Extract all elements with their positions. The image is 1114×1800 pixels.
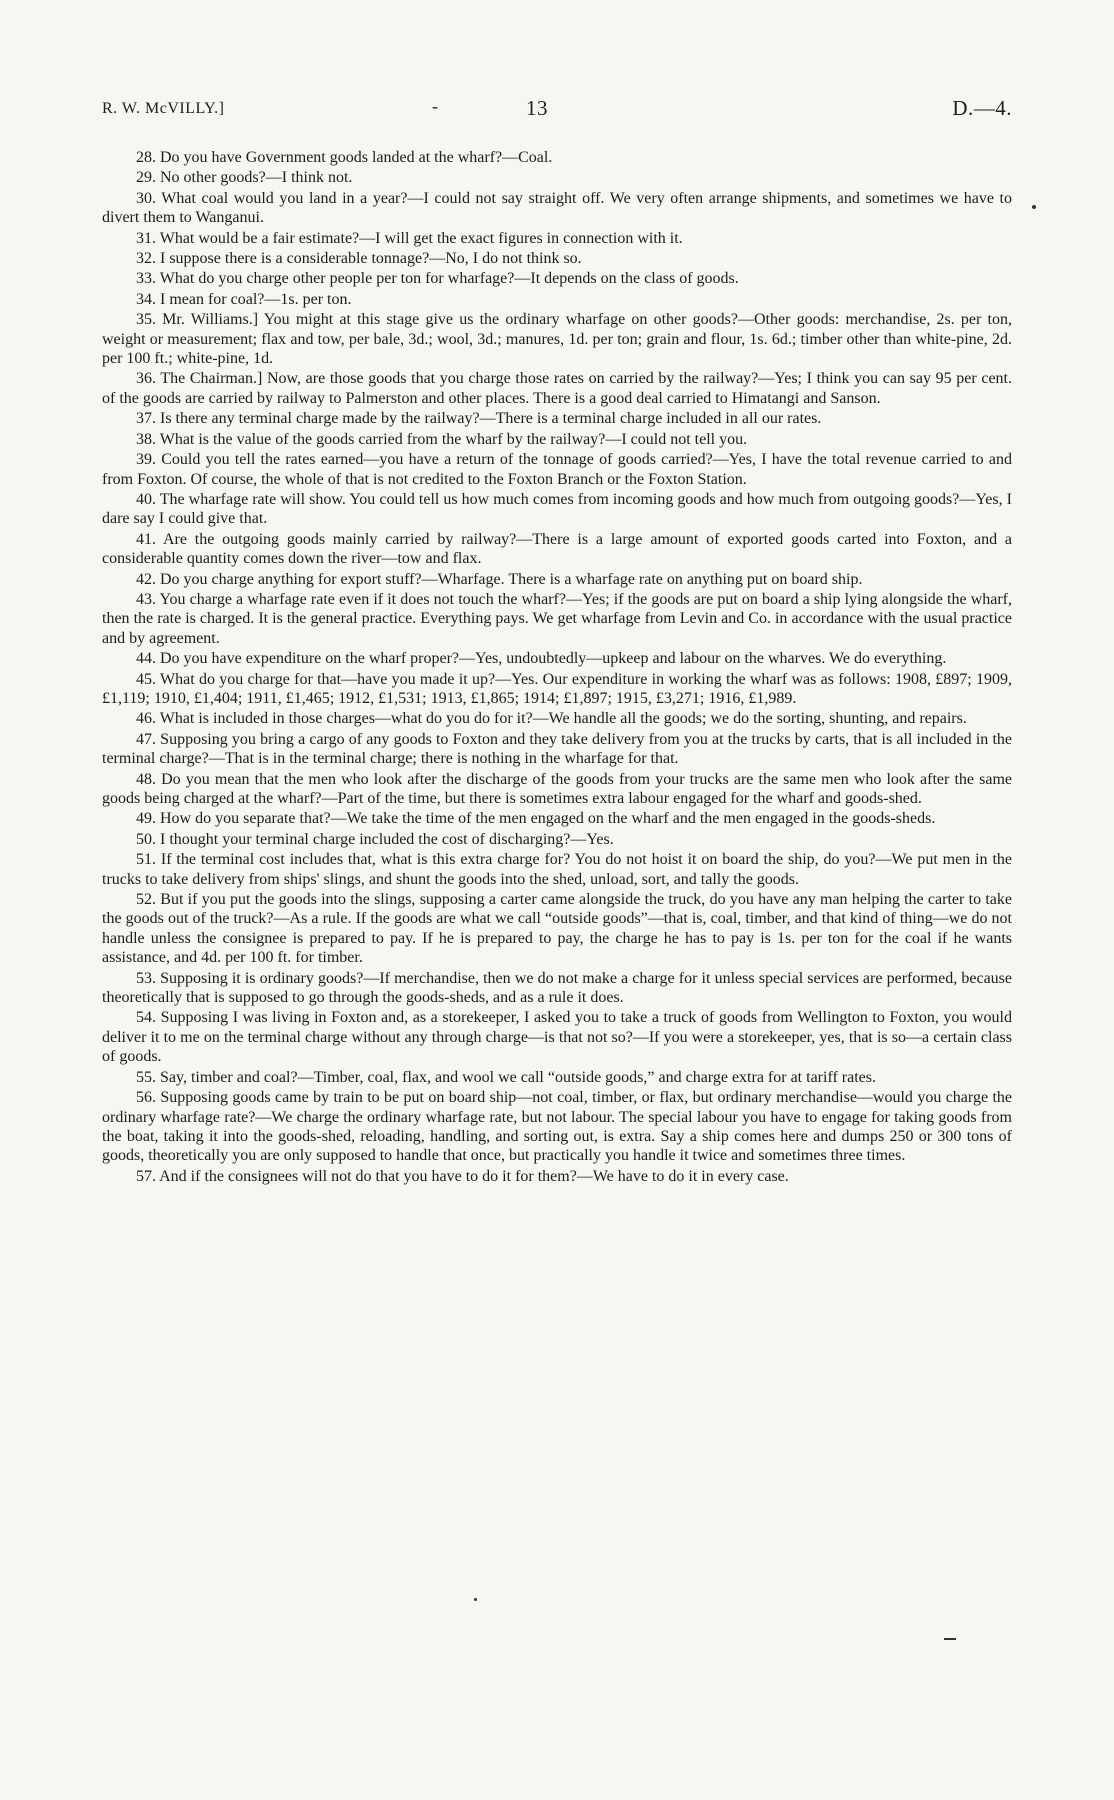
question-paragraph: 28. Do you have Government goods landed at the wharf?—Coal. [136,149,553,166]
question-paragraph: 37. Is there any terminal charge made by the railway?—There is a terminal charge included in all our rates. [136,410,822,428]
question-paragraph: 52. But if you put the goods into the slings, supposing a carter came alongside the truck, do you have any man helping the carter to take the goods out of the truck?—As a rule. If the goods are what we call “outside goods”—that is, coal, timber, and that kind of thing—we do not handle unless the consignee is prepared to pay. If he is prepared to pay, the charge he has to pay is 1s. per ton for the coal if he wants assistance, and 4d. per 100 ft. for timber. [102,891,1012,967]
question-paragraph: 57. And if the consignees will not do that you have to do it for them?—We have to do it in every case. [136,1167,789,1185]
question-paragraph: 41. Are the outgoing goods mainly carried by railway?—There is a large amount of exported goods carted into Foxton, and a considerable quantity comes down the river—tow and flax. [102,530,1012,568]
question-paragraph: 39. Could you tell the rates earned—you have a return of the tonnage of goods carried?—Yes, I have the total revenue carried to and from Foxton. Of course, the whole of that is not credited to the Foxton Branch or the Foxton Station. [102,451,1012,488]
question-paragraph: 55. Say, timber and coal?—Timber, coal, flax, and wool we call “outside goods,” and charge extra for at tariff rates. [136,1068,877,1086]
question-paragraph: 38. What is the value of the goods carried from the wharf by the railway?—I could not tell you. [136,430,748,448]
margin-mark [474,1598,477,1601]
question-paragraph: 49. How do you separate that?—We take the time of the men engaged on the wharf and the men engaged in the goods-sheds. [136,810,936,828]
question-paragraph: 45. What do you charge for that—have you made it up?—Yes. Our expenditure in working the wharf was as follows: 1908, £897; 1909, £1,119; 1910, £1,404; 1911, £1,465; 1912, £1,531; 1913, £1,865; 1914; £1,897; 1915, £3,271; 1916, £1,989. [102,670,1012,707]
question-paragraph: 42. Do you charge anything for export stuff?—Wharfage. There is a wharfage rate on anything put on board ship. [136,570,863,588]
margin-mark [1032,205,1036,209]
question-paragraph: 44. Do you have expenditure on the wharf proper?—Yes, undoubtedly—upkeep and labour on the wharves. We do everything. [136,650,947,668]
document-reference: D.—4. [952,96,1012,120]
question-paragraph: 29. No other goods?—I think not. [136,169,353,187]
question-paragraph: 32. I suppose there is a considerable tonnage?—No, I do not think so. [136,250,582,268]
question-paragraph: 31. What would be a fair estimate?—I will get the exact figures in connection with it. [136,229,683,247]
question-paragraph: 50. I thought your terminal charge included the cost of discharging?—Yes. [136,830,614,848]
question-paragraph: 36. The Chairman.] Now, are those goods that you charge those rates on carried by the railway?—Yes; I think you can say 95 per cent. of the goods are carried by railway to Palmerston and other places. There is a good deal carried to Himatangi and Sanson. [102,370,1012,407]
page-header [102,96,1012,126]
page-number: 13 [526,96,548,120]
question-paragraph: 48. Do you mean that the men who look after the discharge of the goods from your trucks are the same men who look after the same goods being charged at the wharf?—Part of the time, but there is sometimes extra labour engaged for the wharf and goods-shed. [102,770,1012,807]
question-paragraph: 43. You charge a wharfage rate even if it does not touch the wharf?—Yes; if the goods are put on board a ship lying alongside the wharf, then the rate is charged. It is the general practice. Everything pays. We get wharfage from Levin and Co. in accordance with the usual practice and by agreement. [102,590,1012,647]
question-paragraph: 54. Supposing I was living in Foxton and, as a storekeeper, I asked you to take a truck of goods from Wellington to Foxton, you would deliver it to me on the terminal charge without any through charge—is that not so?—If you were a storekeeper, yes, that is so—a certain class of goods. [102,1009,1012,1066]
question-paragraph: 53. Supposing it is ordinary goods?—If merchandise, then we do not make a charge for it unless special services are performed, because theoretically that is supposed to go through the goods-sheds, and as a rule it does. [102,969,1012,1007]
question-paragraph: 33. What do you charge other people per ton for wharfage?—It depends on the class of goods. [136,270,739,288]
question-paragraph: 34. I mean for coal?—1s. per ton. [136,290,352,308]
witness-name: R. W. McVILLY.] [102,100,225,117]
margin-mark [944,1638,956,1640]
question-paragraph: 40. The wharfage rate will show. You could tell us how much comes from incoming goods and how much from outgoing goods?—Yes, I dare say I could give that. [102,490,1012,528]
question-paragraph: 56. Supposing goods came by train to be put on board ship—not coal, timber, or flax, but ordinary merchandise—would you charge the ordinary wharfage rate?—We charge the ordinary wharfage rate, but not labour. The special labour you have to engage for taking goods from the boat, taking it into the goods-shed, reloading, handling, and sorting out, is extra. Say a ship comes here and dumps 250 or 300 tons of goods, theoretically you are only supposed to handle that once, but practically you handle it twice and sometimes three times. [102,1089,1012,1165]
question-paragraph: 30. What coal would you land in a year?—I could not say straight off. We very often arrange shipments, and sometimes we have to divert them to Wanganui. [102,189,1012,227]
question-paragraph: 51. If the terminal cost includes that, what is this extra charge for? You do not hoist it on board the ship, do you?—We put men in the trucks to take delivery from ships' slings, and shunt the goods into the shed, unload, sort, and tally the goods. [102,851,1012,888]
header-dash: - [432,96,439,116]
question-paragraph: 46. What is included in those charges—what do you do for it?—We handle all the goods; we do the sorting, shunting, and repairs. [136,710,967,728]
document-body [102,148,1012,1187]
question-paragraph: 35. Mr. Williams.] You might at this stage give us the ordinary wharfage on other goods?—Other goods: merchandise, 2s. per ton, weight or measurement; flax and tow, per bale, 3d.; wool, 3d.; manures, 1d. per ton; grain and flour, 1s. 6d.; timber other than white-pine, 2d. per 100 ft.; white-pine, 1d. [102,311,1012,368]
question-paragraph: 47. Supposing you bring a cargo of any goods to Foxton and they take delivery from you at the trucks by carts, that is all included in the terminal charge?—That is in the terminal charge; there is nothing in the wharfage for that. [102,730,1012,768]
